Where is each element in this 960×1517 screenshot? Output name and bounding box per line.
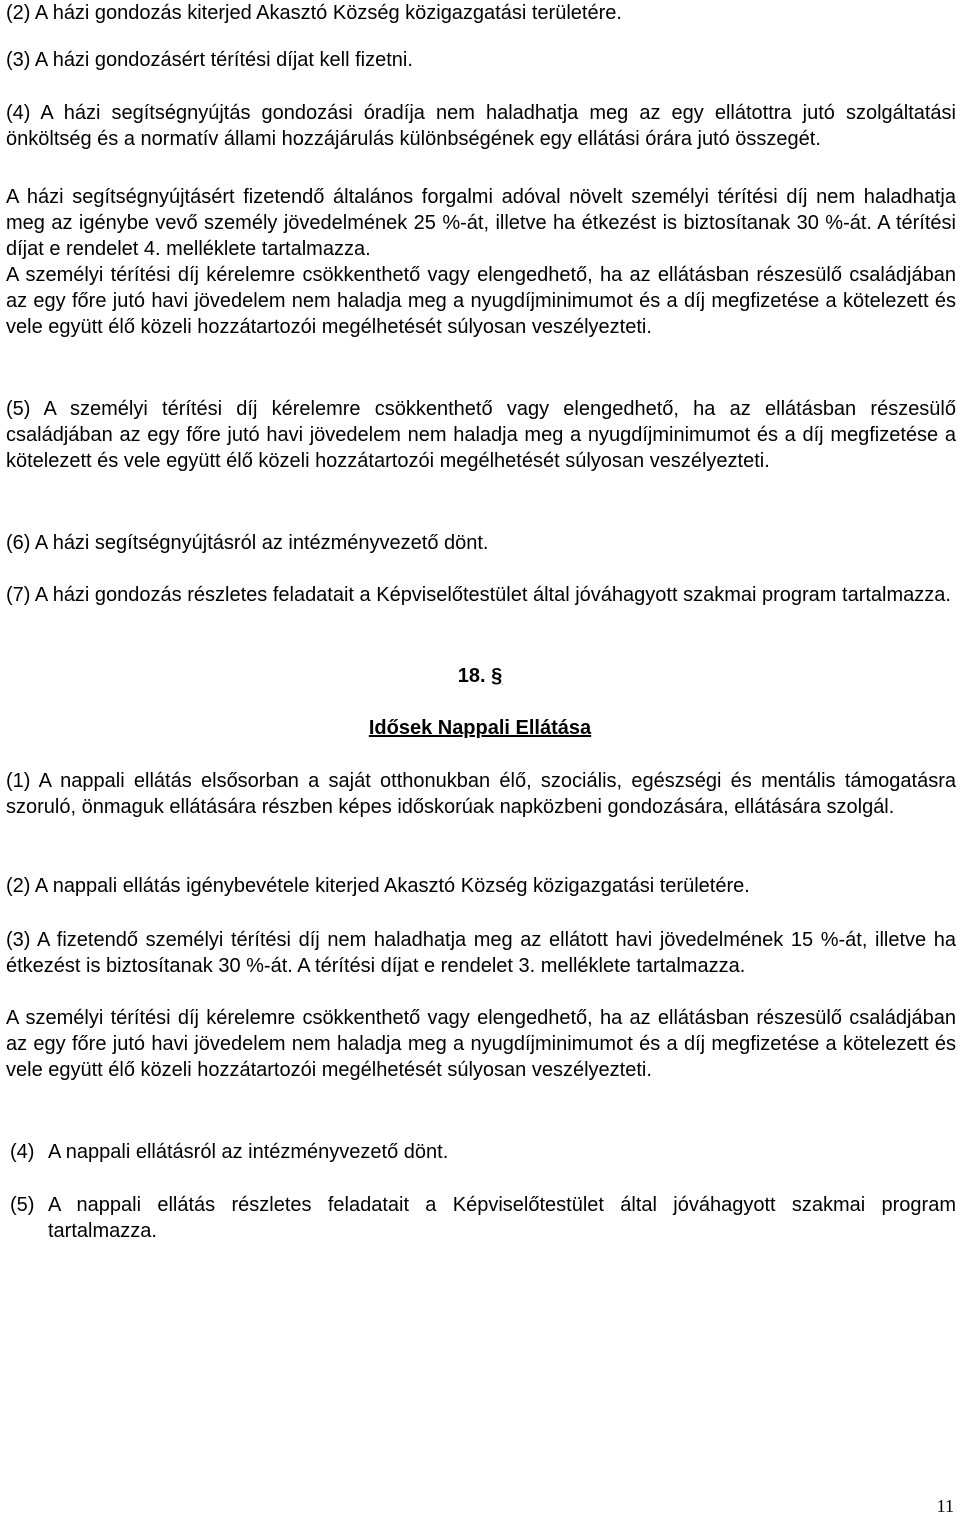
paragraph-7: (7) A házi gondozás részletes feladatait a Képviselőtestület által jóváhagyott szakmai program tartalmazza. <box>6 584 951 606</box>
paragraph-6: (6) A házi segítségnyújtásról az intézményvezető dönt. <box>6 532 489 554</box>
section-sign: § <box>491 665 503 687</box>
section-paragraph-3-fee-reduction: A személyi térítési díj kérelemre csökkenthető vagy elengedhető, ha az ellátásban részesülő családjában az egy főre jutó havi jövedelem nem haladja meg a nyugdíjminimumot és a díj megfizetése a kötelezett és vele együtt élő közeli hozzátartozói megélhetését súlyosan veszélyezteti. <box>6 1007 956 1081</box>
section-title-text: Idősek Nappali Ellátása <box>368 717 592 739</box>
section-paragraph-5 <box>10 1192 956 1244</box>
paragraph-5: (5) A személyi térítési díj kérelemre csökkenthető vagy elengedhető, ha az ellátásban részesülő családjában az egy főre jutó havi jövedelem nem haladja meg a nyugdíjminimumot és a díj megfizetése a kötelezett és vele együtt élő közeli hozzátartozói megélhetését súlyosan veszélyezteti. <box>6 398 956 472</box>
paragraph-3: (3) A házi gondozásért térítési díjat kell fizetni. <box>6 49 413 71</box>
paragraph-text: A nappali ellátás részletes feladatait a Képviselőtestület által jóváhagyott szakmai program tartalmazza. <box>48 1194 956 1242</box>
paragraph-4-vat-fee: A házi segítségnyújtásért fizetendő általános forgalmi adóval növelt személyi térítési díj nem haladhatja meg az igénybe vevő személy jövedelmének 25 %-át, illetve ha étkezést is biztosítanak 30 %-át. A térítési díjat e rendelet 4. melléklete tartalmazza. <box>6 186 956 260</box>
paragraph-number: (4) <box>10 1141 35 1163</box>
paragraph-text: A nappali ellátásról az intézményvezető dönt. <box>48 1141 449 1163</box>
section-paragraph-1: (1) A nappali ellátás elsősorban a saját otthonukban élő, szociális, egészségi és mentális támogatásra szoruló, önmaguk ellátására részben képes időskorúak napközbeni gondozására, ellátására szolgál. <box>6 770 956 818</box>
section-paragraph-4 <box>10 1139 956 1165</box>
paragraph-2: (2) A házi gondozás kiterjed Akasztó Község közigazgatási területére. <box>6 2 622 24</box>
section-heading-number <box>0 663 960 689</box>
paragraph-4: (4) A házi segítségnyújtás gondozási óradíja nem haladhatja meg az egy ellátottra jutó szolgáltatási önköltség és a normatív állami hozzájárulás különbségének egy ellátási órára jutó összegét. <box>6 102 956 150</box>
page-number: 11 <box>936 1496 954 1516</box>
section-paragraph-3: (3) A fizetendő személyi térítési díj nem haladhatja meg az ellátott havi jövedelmének 15 %-át, illetve ha étkezést is biztosítanak 30 %-át. A térítési díjat e rendelet 3. melléklete tartalmazza. <box>6 929 956 977</box>
paragraph-number: (5) <box>10 1194 35 1216</box>
section-title <box>0 715 960 741</box>
paragraph-4-fee-reduction: A személyi térítési díj kérelemre csökkenthető vagy elengedhető, ha az ellátásban részesülő családjában az egy főre jutó havi jövedelem nem haladja meg a nyugdíjminimumot és a díj megfizetése a kötelezett és vele együtt élő közeli hozzátartozói megélhetését súlyosan veszélyezteti. <box>6 264 956 338</box>
section-paragraph-2: (2) A nappali ellátás igénybevétele kiterjed Akasztó Község közigazgatási területére. <box>6 875 750 897</box>
section-number: 18. <box>457 665 486 687</box>
